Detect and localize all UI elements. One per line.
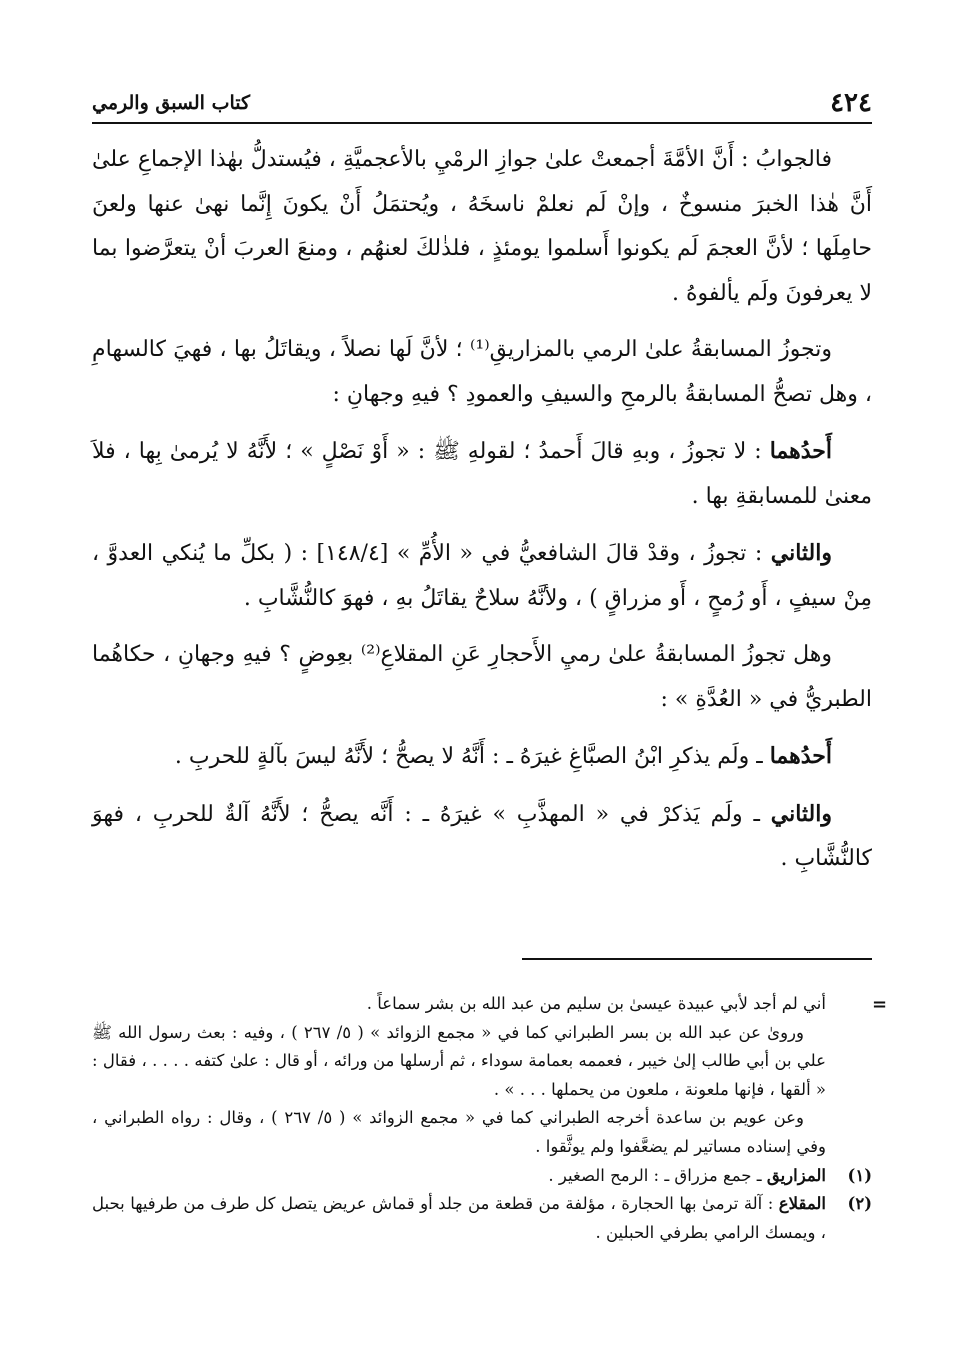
label-first: أَحدُهما [769, 743, 832, 769]
paragraph-mazariq: وتجوزُ المسابقةُ علىٰ الرمي بالمزاريقِ⁽¹⁾ ؛ لأنَّ لَها نصلاً ، ويقاتَلُ بها ، فهيَ كالسهامِ ، وهل تصحُّ المسابقةُ بالرمحِ والسيفِ والعمودِ ؟ فيهِ وجهانِ : [92, 337, 872, 407]
footnote-number: (٢) [847, 1194, 872, 1214]
paragraph-answer: فالجوابُ : أَنَّ الأمَّةَ أجمعتْ علىٰ جوازِ الرمْيِ بالأعجميَّةِ ، فيُستدلُّ بهٰذا الإجماعِ علىٰ أَنَّ هٰذا الخبرَ منسوخٌ ، وإنْ لَم نعلمْ ناسخَهُ ، ويُحتمَلُ أَنْ يكونَ إِنَّما نهىٰ عنها ولعنَ حامِلَها ؛ لأنَّ العجمَ لَم يكونوا أَسلموا يومئذٍ ، فلذٰلكَ لعنهُم ، ومنعَ العربَ أنْ يتعرَّضوا بما لا يعرفونَ ولَم يألفوهُ . [92, 147, 872, 306]
footnote-1 [92, 1162, 872, 1191]
paragraph-miqla: وهل تجوزُ المسابقةُ علىٰ رميِ الأَحجارِ عَنِ المقلاعِ⁽²⁾ بعِوضٍ ؟ فيهِ وجهانِ ، حكاهُما الطبريُّ في « العُدَّةِ » : [92, 642, 872, 712]
paragraph-miqla-second [92, 792, 872, 882]
footnote-2 [92, 1190, 872, 1247]
label-second: والثاني [770, 540, 832, 566]
first-view-text: : لا تجوزُ ، وبهِ قالَ أَحمدُ ؛ لقولهِ ﷺ : « أَوْ نَصْلٍ » ؛ لأَنَّهُ لا يُرمىٰ بِها ، فلاَ معنىٰ للمسابقةِ بها . [92, 439, 872, 509]
page-number: ٤٢٤ [830, 88, 872, 118]
paragraph-first-view [92, 429, 872, 519]
footnote-text [92, 1162, 826, 1191]
footnote-term: المزاريق [766, 1165, 826, 1185]
miqla-first-text: ـ ولَم يذكرِ ابْنُ الصبَّاغِ غيرَهُ ـ : أَنَّهُ لا يصحُّ ؛ لأَنَّهُ ليسَ بآلةٍ للحربِ . [174, 744, 770, 769]
paragraph-second-view [92, 531, 872, 621]
label-first: أَحدُهما [769, 438, 832, 464]
footnote-continuation-mark: = [872, 994, 888, 1015]
main-text [92, 138, 872, 894]
second-view-text: : تجوزُ ، وقدْ قالَ الشافعيُّ في « الأُمِّ » [١٤٨/٤] : ( بكلِّ ما يُنكي العدوَّ ، مِنْ سيفٍ ، أَو رُمحٍ ، أَو مزراقٍ ) ، ولأنَّهُ سلاحٌ يقاتَلُ بهِ ، فهوَ كالنُّشَّابِ . [92, 541, 872, 611]
page-header [92, 86, 872, 124]
footnote-definition: : آلة ترمىٰ بها الحجارة ، مؤلفة من قطعة من جلد أو قماش عريض يتصل كل طرف من طرفيها بحبل ، ويمسك الرامي بطرفي الحبلين . [92, 1194, 826, 1242]
footnote-number: (١) [847, 1165, 872, 1185]
footnote-continued-3: وعن عويم بن ساعدة أخرجه الطبراني كما في « مجمع الزوائد » ( ٥/ ٢٦٧ ) ، وقال : رواه الطبراني ، وفي إسناده مساتير لم يضعَّفوا ولم يوثَّقوا . [92, 1108, 826, 1156]
footnote-separator [522, 958, 872, 960]
paragraph-miqla-first [92, 734, 872, 780]
label-second: والثاني [770, 800, 832, 827]
footnotes [92, 990, 872, 1247]
running-title: كتاب السبق والرمي [92, 92, 251, 114]
footnote-continued-1: أني لم أجد لأبي عبيدة عيسىٰ بن سليم من عبد الله بن بشر سماعاً . [366, 994, 826, 1013]
footnote-term: المقلاع [778, 1194, 826, 1214]
miqla-second-text: ـ ولَم يَذكرْ في « المهذَّبِ » غيرَهُ ـ : أَنَّه يصحُّ ؛ لأَنَّهُ آلةٌ للحربِ ، فهوَ كالنُّشَّابِ . [92, 801, 872, 871]
footnote-definition: ـ جمع مزراق ـ : الرمح الصغير . [548, 1165, 767, 1185]
footnote-continued-2: ورویٰ عن عبد الله بن بسر الطبراني كما في « مجمع الزوائد » ( ٥/ ٢٦٧ ) ، وفيه : بعث رسول الله ﷺ علي بن أبي طالب إلىٰ خيبر ، فعممه بعمامة سوداء ، ثم أرسلها من ورائه ، أو قال : علىٰ كتفه . . . . ، فقال : « ألقها ، فإنها ملعونة ، ملعون من يحملها . . . » . [92, 1022, 826, 1099]
footnote-text [92, 1190, 826, 1247]
